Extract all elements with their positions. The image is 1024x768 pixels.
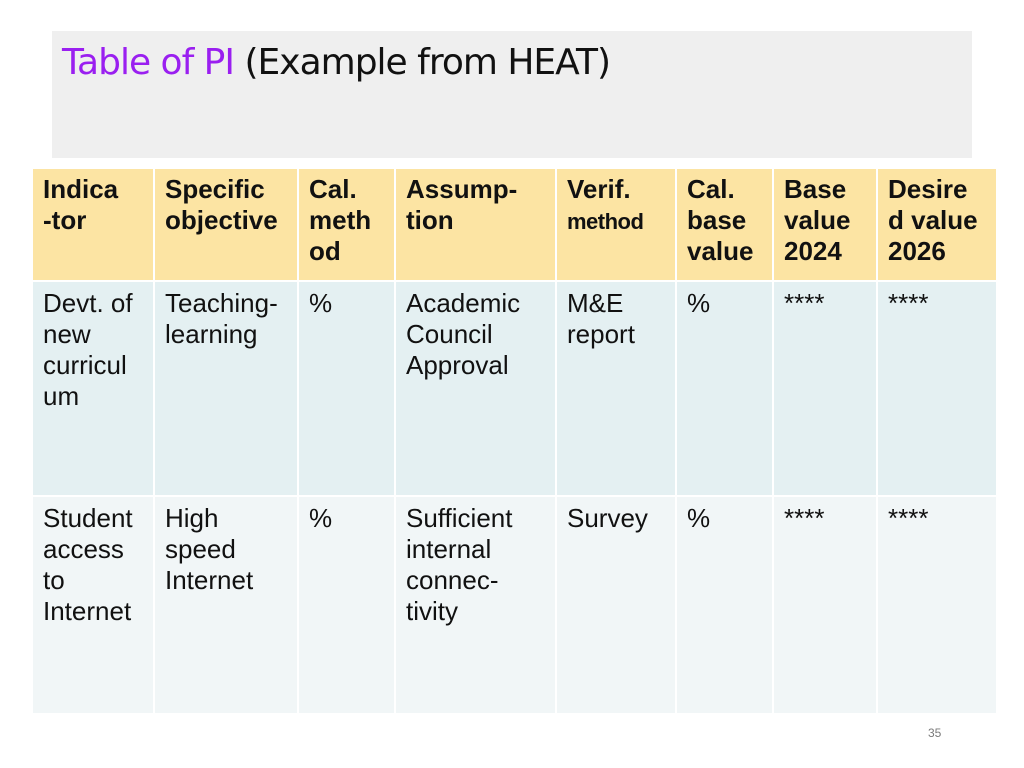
header-assumption-text: Assump- tion xyxy=(406,174,518,235)
header-cal-method xyxy=(298,169,395,281)
table-cell: % xyxy=(676,496,773,714)
header-base-value-2024-text: Base value 2024 xyxy=(784,174,851,266)
header-desired-value-2026-text: Desire d value 2026 xyxy=(888,174,978,266)
table-cell: **** xyxy=(773,281,877,496)
header-indicator-text: Indica -tor xyxy=(43,174,119,235)
header-cal-base-value-text: Cal. base value xyxy=(687,174,754,266)
title-box xyxy=(52,31,972,158)
table-row xyxy=(33,496,997,714)
table-cell: Student access to Internet xyxy=(33,496,154,714)
header-base-value-2024 xyxy=(773,169,877,281)
table-cell: Sufficient internal connec- tivity xyxy=(395,496,556,714)
table-header-row xyxy=(33,169,997,281)
table-cell: Academic Council Approval xyxy=(395,281,556,496)
table-cell: M&E report xyxy=(556,281,676,496)
pi-table xyxy=(33,169,998,715)
header-verification-text: Verif. xyxy=(567,174,631,204)
table-cell: % xyxy=(676,281,773,496)
header-assumption xyxy=(395,169,556,281)
header-desired-value-2026 xyxy=(877,169,997,281)
header-indicator xyxy=(33,169,154,281)
table-cell: **** xyxy=(773,496,877,714)
header-cal-base-value xyxy=(676,169,773,281)
header-cal-method-text: Cal. meth od xyxy=(309,174,372,266)
table-cell: Teaching- learning xyxy=(154,281,298,496)
table-cell: % xyxy=(298,496,395,714)
header-specific-objective xyxy=(154,169,298,281)
header-verification xyxy=(556,169,676,281)
header-verification-sub: method xyxy=(567,209,644,234)
page-number: 35 xyxy=(928,726,942,740)
header-specific-objective-text: Specific objective xyxy=(165,174,278,235)
table-cell: Survey xyxy=(556,496,676,714)
table-cell: High speed Internet xyxy=(154,496,298,714)
table-cell: Devt. of new curricul um xyxy=(33,281,154,496)
table-row xyxy=(33,281,997,496)
table-cell: **** xyxy=(877,281,997,496)
title-rest: (Example from HEAT) xyxy=(244,42,611,83)
title-accent: Table of PI xyxy=(62,42,235,83)
table-cell: % xyxy=(298,281,395,496)
slide-title xyxy=(62,41,610,85)
table-cell: **** xyxy=(877,496,997,714)
